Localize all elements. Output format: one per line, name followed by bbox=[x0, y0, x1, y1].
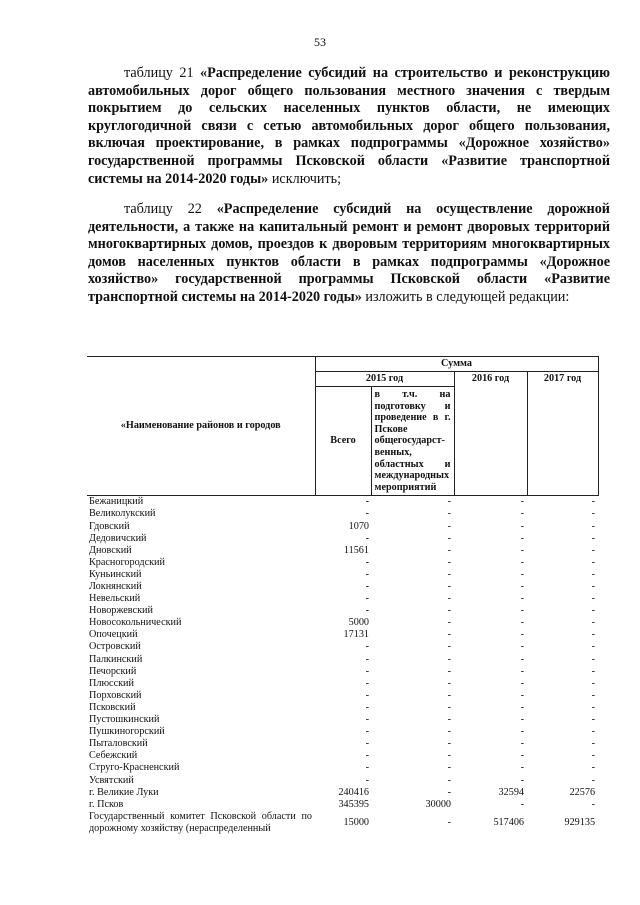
subtotal-value: - bbox=[447, 544, 451, 556]
subtotal-value: - bbox=[447, 816, 451, 828]
subtotal-value: - bbox=[447, 665, 451, 677]
total-value: - bbox=[365, 605, 369, 617]
table-row bbox=[87, 702, 598, 714]
value-2017: - bbox=[591, 508, 596, 520]
value-2017: - bbox=[591, 641, 596, 653]
value-2016: - bbox=[520, 677, 524, 689]
total-value: 11561 bbox=[343, 544, 369, 556]
table-row bbox=[87, 593, 598, 605]
region-name: Невельский bbox=[89, 593, 141, 605]
value-2016: - bbox=[520, 701, 524, 713]
region-name: Себежский bbox=[89, 750, 138, 762]
region-name: Великолукский bbox=[89, 508, 156, 520]
value-2016: - bbox=[520, 641, 524, 653]
header-2017: 2017 год bbox=[527, 372, 598, 496]
total-value: - bbox=[365, 581, 369, 592]
value-2016: - bbox=[520, 593, 524, 605]
para2-title: «Распределение субсидий на осуществление дорожной деятельности, а также на капитальный ремонт и ремонт дворовых территорий многоквартирных домов, проездов к дворовым территориям многоквартирных домов населенных пунктов области в рамках подпрограммы «Дорожное хозяйство» государственной программы Псковской области «Развитие транспортной системы на 2014-2020 годы» bbox=[88, 201, 610, 305]
value-2016: - bbox=[520, 689, 524, 701]
value-2016: - bbox=[520, 556, 524, 568]
value-2017: 22576 bbox=[569, 786, 596, 798]
value-2017: - bbox=[591, 496, 596, 508]
subtotal-value: - bbox=[447, 774, 451, 786]
total-value: - bbox=[365, 496, 369, 508]
table-row bbox=[87, 666, 598, 678]
table-row bbox=[87, 496, 598, 509]
paragraph-table-22 bbox=[88, 201, 610, 307]
region-name: Порховский bbox=[89, 689, 142, 701]
value-2016: - bbox=[520, 581, 524, 592]
table-row bbox=[87, 714, 598, 726]
subtotal-value: - bbox=[447, 617, 451, 629]
table-row bbox=[87, 738, 598, 750]
table-body bbox=[87, 496, 598, 835]
total-value: 5000 bbox=[348, 617, 369, 629]
value-2017: - bbox=[591, 593, 596, 605]
subtotal-value: - bbox=[447, 762, 451, 774]
total-value: 240416 bbox=[338, 786, 369, 798]
region-name: Палкинский bbox=[89, 653, 143, 665]
value-2016: - bbox=[520, 798, 524, 810]
total-value: - bbox=[365, 677, 369, 689]
subtotal-value: 30000 bbox=[425, 798, 451, 810]
total-value: 345395 bbox=[338, 798, 369, 810]
subtotal-value: - bbox=[447, 520, 451, 532]
value-2017: - bbox=[591, 532, 596, 544]
table-row bbox=[87, 569, 598, 581]
value-2017: - bbox=[591, 568, 596, 580]
total-value: - bbox=[365, 593, 369, 605]
region-name: Новосокольнический bbox=[89, 617, 182, 629]
value-2016: - bbox=[520, 532, 524, 544]
total-value: - bbox=[365, 774, 369, 786]
region-name: Плюсский bbox=[89, 677, 134, 689]
value-2016: - bbox=[520, 520, 524, 532]
table-row bbox=[87, 629, 598, 641]
total-value: - bbox=[365, 508, 369, 520]
total-value: 1070 bbox=[348, 520, 369, 532]
total-value: - bbox=[365, 568, 369, 580]
table-row bbox=[87, 726, 598, 738]
table-header bbox=[87, 357, 598, 496]
total-value: - bbox=[365, 762, 369, 774]
subtotal-value: - bbox=[447, 726, 451, 738]
region-name: Пыталовский bbox=[89, 738, 148, 750]
region-name: Пустошкинский bbox=[89, 714, 160, 726]
value-2016: - bbox=[520, 762, 524, 774]
total-value: 17131 bbox=[343, 629, 369, 641]
table-row bbox=[87, 811, 598, 835]
value-2016: - bbox=[520, 665, 524, 677]
region-name: Опочецкий bbox=[89, 629, 138, 641]
region-name: Печорский bbox=[89, 665, 137, 677]
total-value: - bbox=[365, 714, 369, 726]
value-2017: - bbox=[591, 689, 596, 701]
value-2016: - bbox=[520, 726, 524, 738]
subsidy-table bbox=[87, 356, 599, 835]
subtotal-value: - bbox=[447, 556, 451, 568]
header-sum: Сумма bbox=[315, 357, 598, 372]
region-name: Усвятский bbox=[89, 774, 134, 786]
table-row bbox=[87, 545, 598, 557]
value-2017: - bbox=[591, 762, 596, 774]
table-row bbox=[87, 799, 598, 811]
table-row bbox=[87, 508, 598, 520]
value-2017: - bbox=[591, 544, 596, 556]
value-2017: - bbox=[591, 629, 596, 641]
paragraph-table-21 bbox=[88, 65, 610, 188]
value-2016: - bbox=[520, 568, 524, 580]
value-2016: - bbox=[520, 653, 524, 665]
value-2017: - bbox=[591, 726, 596, 738]
total-value: - bbox=[365, 556, 369, 568]
table-row bbox=[87, 605, 598, 617]
table-row bbox=[87, 521, 598, 533]
total-value: - bbox=[365, 701, 369, 713]
subtotal-value: - bbox=[447, 629, 451, 641]
value-2017: - bbox=[591, 750, 596, 762]
header-2016: 2016 год bbox=[454, 372, 527, 496]
table-row bbox=[87, 581, 598, 593]
region-name: Куньинский bbox=[89, 568, 142, 580]
value-2017: - bbox=[591, 605, 596, 617]
value-2017: - bbox=[591, 556, 596, 568]
value-2017: - bbox=[591, 617, 596, 629]
total-value: 15000 bbox=[343, 816, 369, 828]
region-name: Государственный комитет Псковской области по дорожному хозяйству (нераспределенный bbox=[89, 810, 312, 834]
total-value: - bbox=[365, 653, 369, 665]
table-row bbox=[87, 678, 598, 690]
value-2017: 929135 bbox=[564, 816, 596, 828]
table-row bbox=[87, 641, 598, 653]
region-name: Островский bbox=[89, 641, 141, 653]
region-name: Бежаницкий bbox=[89, 496, 144, 508]
subtotal-value: - bbox=[447, 508, 451, 520]
region-name: Псковский bbox=[89, 701, 136, 713]
total-value: - bbox=[365, 738, 369, 750]
subtotal-value: - bbox=[447, 714, 451, 726]
region-name: г. Великие Луки bbox=[89, 786, 159, 798]
region-name: г. Псков bbox=[89, 798, 124, 810]
value-2017: - bbox=[591, 774, 596, 786]
value-2016: 517406 bbox=[493, 816, 524, 828]
table-row bbox=[87, 787, 598, 799]
value-2017: - bbox=[591, 653, 596, 665]
value-2017: - bbox=[591, 520, 596, 532]
table-row bbox=[87, 690, 598, 702]
page-number: 53 bbox=[314, 35, 326, 49]
table-row bbox=[87, 750, 598, 762]
subtotal-value: - bbox=[447, 641, 451, 653]
subtotal-value: - bbox=[447, 593, 451, 605]
para1-tail: исключить; bbox=[268, 170, 342, 187]
subtotal-value: - bbox=[447, 581, 451, 592]
table-row bbox=[87, 533, 598, 545]
value-2016: - bbox=[520, 496, 524, 508]
header-subtotal: в т.ч. на подготовку и проведение в г. Пскове общегосударст-венных, областных и международных мероприятий bbox=[371, 387, 454, 496]
region-name: Пушкиногорский bbox=[89, 726, 165, 738]
total-value: - bbox=[365, 689, 369, 701]
table-row bbox=[87, 775, 598, 787]
subtotal-value: - bbox=[447, 786, 451, 798]
value-2017: - bbox=[591, 665, 596, 677]
total-value: - bbox=[365, 726, 369, 738]
value-2016: - bbox=[520, 750, 524, 762]
total-value: - bbox=[365, 532, 369, 544]
header-total: Всего bbox=[315, 387, 371, 496]
value-2017: - bbox=[591, 701, 596, 713]
table-row bbox=[87, 654, 598, 666]
region-name: Гдовский bbox=[89, 520, 130, 532]
subtotal-value: - bbox=[447, 677, 451, 689]
subtotal-value: - bbox=[447, 496, 451, 508]
subtotal-value: - bbox=[447, 653, 451, 665]
total-value: - bbox=[365, 641, 369, 653]
value-2016: - bbox=[520, 738, 524, 750]
region-name: Локнянский bbox=[89, 581, 142, 592]
value-2016: - bbox=[520, 508, 524, 520]
region-name: Красногородский bbox=[89, 556, 165, 568]
subtotal-value: - bbox=[447, 750, 451, 762]
value-2016: - bbox=[520, 774, 524, 786]
para1-title: «Распределение субсидий на строительство и реконструкцию автомобильных дорог общего пользования местного значения с твердым покрытием до сельских населенных пунктов области, не имеющих круглогодичной связи с сетью автомобильных дорог общего пользования, включая проектирование, в рамках подпрограммы «Дорожное хозяйство» государственной программы Псковской области «Развитие транспортной системы на 2014-2020 годы» bbox=[88, 65, 610, 187]
subtotal-value: - bbox=[447, 689, 451, 701]
region-name: Струго-Красненский bbox=[89, 762, 180, 774]
subtotal-value: - bbox=[447, 605, 451, 617]
value-2017: - bbox=[591, 714, 596, 726]
value-2016: 32594 bbox=[498, 786, 524, 798]
region-name: Дедовичский bbox=[89, 532, 147, 544]
value-2017: - bbox=[591, 738, 596, 750]
total-value: - bbox=[365, 750, 369, 762]
table-row bbox=[87, 617, 598, 629]
header-2015: 2015 год bbox=[315, 372, 454, 387]
value-2016: - bbox=[520, 714, 524, 726]
header-name: «Наименование районов и городов bbox=[87, 357, 315, 496]
subtotal-value: - bbox=[447, 532, 451, 544]
para2-tail: изложить в следующей редакции: bbox=[361, 288, 570, 305]
value-2017: - bbox=[591, 677, 596, 689]
total-value: - bbox=[365, 665, 369, 677]
para2-lead: таблицу 22 bbox=[124, 201, 217, 217]
region-name: Новоржевский bbox=[89, 605, 153, 617]
table-row bbox=[87, 557, 598, 569]
region-name: Дновский bbox=[89, 544, 132, 556]
para1-lead: таблицу 21 bbox=[124, 65, 201, 81]
subtotal-value: - bbox=[447, 738, 451, 750]
value-2016: - bbox=[520, 544, 524, 556]
subtotal-value: - bbox=[447, 701, 451, 713]
value-2016: - bbox=[520, 617, 524, 629]
subtotal-value: - bbox=[447, 568, 451, 580]
value-2017: - bbox=[591, 798, 596, 810]
table-row bbox=[87, 762, 598, 774]
value-2016: - bbox=[520, 629, 524, 641]
value-2016: - bbox=[520, 605, 524, 617]
value-2017: - bbox=[591, 581, 596, 592]
